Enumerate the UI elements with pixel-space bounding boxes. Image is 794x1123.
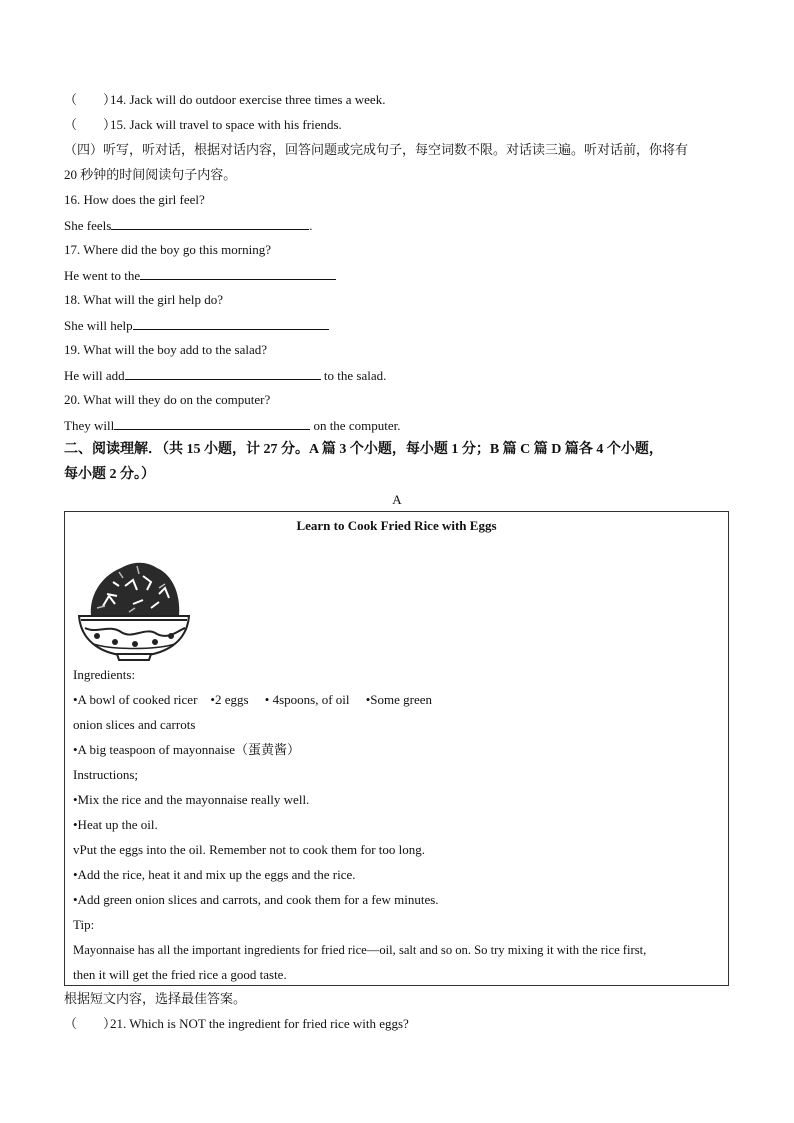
answer-prefix: She feels xyxy=(64,218,112,233)
fried-rice-bowl-image xyxy=(73,546,195,664)
section-4-instruction-line1: （四）听写，听对话，根据对话内容，回答问题或完成句子，每空词数不限。对话读三遍。听对话前，你将有 xyxy=(64,142,689,157)
tip-line2: then it will get the fried rice a good taste. xyxy=(73,967,287,982)
question-21 xyxy=(64,1016,409,1032)
answer-blank[interactable] xyxy=(133,317,329,330)
reading-instruction: 根据短文内容，选择最佳答案。 xyxy=(64,991,247,1006)
section-4-instruction-line2: 20 秒钟的时间阅读句子内容。 xyxy=(64,167,237,182)
answer-prefix: They will xyxy=(64,418,115,433)
passage-label: A xyxy=(392,492,402,507)
question-19: 19. What will the boy add to the salad? xyxy=(64,342,268,357)
answer-paren[interactable]: （ ） xyxy=(64,1016,117,1031)
instruction-step-3: vPut the eggs into the oil. Remember not to cook them for too long. xyxy=(73,842,426,857)
question-15 xyxy=(64,117,342,133)
question-17: 17. Where did the boy go this morning? xyxy=(64,242,272,257)
reading-heading-line2: 每小题 2 分。） xyxy=(64,467,155,482)
instruction-step-5: •Add green onion slices and carrots, and cook them for a few minutes. xyxy=(73,892,439,907)
answer-line-16 xyxy=(64,217,313,234)
answer-suffix: to the salad. xyxy=(320,368,387,383)
question-text: 14. Jack will do outdoor exercise three times a week. xyxy=(110,92,386,107)
question-text: 21. Which is NOT the ingredient for fried rice with eggs? xyxy=(110,1016,409,1031)
question-text: 15. Jack will travel to space with his friends. xyxy=(110,117,342,132)
answer-line-20 xyxy=(64,417,400,434)
answer-line-19 xyxy=(64,367,386,384)
answer-paren[interactable]: （ ） xyxy=(64,117,117,132)
answer-suffix: . xyxy=(309,218,313,233)
ingredients-label: Ingredients: xyxy=(73,667,136,682)
answer-blank[interactable] xyxy=(111,217,309,230)
tip-line1: Mayonnaise has all the important ingredients for fried rice—oil, salt and so on. So try mixing it with the rice first, xyxy=(73,943,647,957)
answer-blank[interactable] xyxy=(125,367,321,380)
reading-heading-line1: 二、阅读理解．（共 15 小题，计 27 分。A 篇 3 个小题，每小题 1 分；B 篇 C 篇 D 篇各 4 个小题， xyxy=(64,442,663,457)
answer-line-18 xyxy=(64,317,329,334)
instruction-step-4: •Add the rice, heat it and mix up the eggs and the rice. xyxy=(73,867,356,882)
instruction-step-2: •Heat up the oil. xyxy=(73,817,158,832)
ingredients-line3: •A big teaspoon of mayonnaise（蛋黄酱） xyxy=(73,742,300,757)
ingredients-line1: •A bowl of cooked ricer •2 eggs • 4spoons, of oil •Some green xyxy=(73,692,433,707)
tip-label: Tip: xyxy=(73,917,95,932)
question-16: 16. How does the girl feel? xyxy=(64,192,205,207)
answer-blank[interactable] xyxy=(114,417,310,430)
instructions-label: Instructions; xyxy=(73,767,138,782)
answer-paren[interactable]: （ ） xyxy=(64,92,117,107)
question-18: 18. What will the girl help do? xyxy=(64,292,223,307)
answer-line-17 xyxy=(64,267,336,284)
question-20: 20. What will they do on the computer? xyxy=(64,392,271,407)
passage-a-box xyxy=(64,511,729,986)
answer-prefix: He went to the xyxy=(64,268,141,283)
ingredients-line2: onion slices and carrots xyxy=(73,717,196,732)
question-14 xyxy=(64,92,385,108)
instruction-step-1: •Mix the rice and the mayonnaise really well. xyxy=(73,792,310,807)
answer-blank[interactable] xyxy=(140,267,336,280)
passage-title: Learn to Cook Fried Rice with Eggs xyxy=(296,518,497,533)
answer-prefix: She will help xyxy=(64,318,133,333)
answer-suffix: on the computer. xyxy=(310,418,401,433)
answer-prefix: He will add xyxy=(64,368,125,383)
